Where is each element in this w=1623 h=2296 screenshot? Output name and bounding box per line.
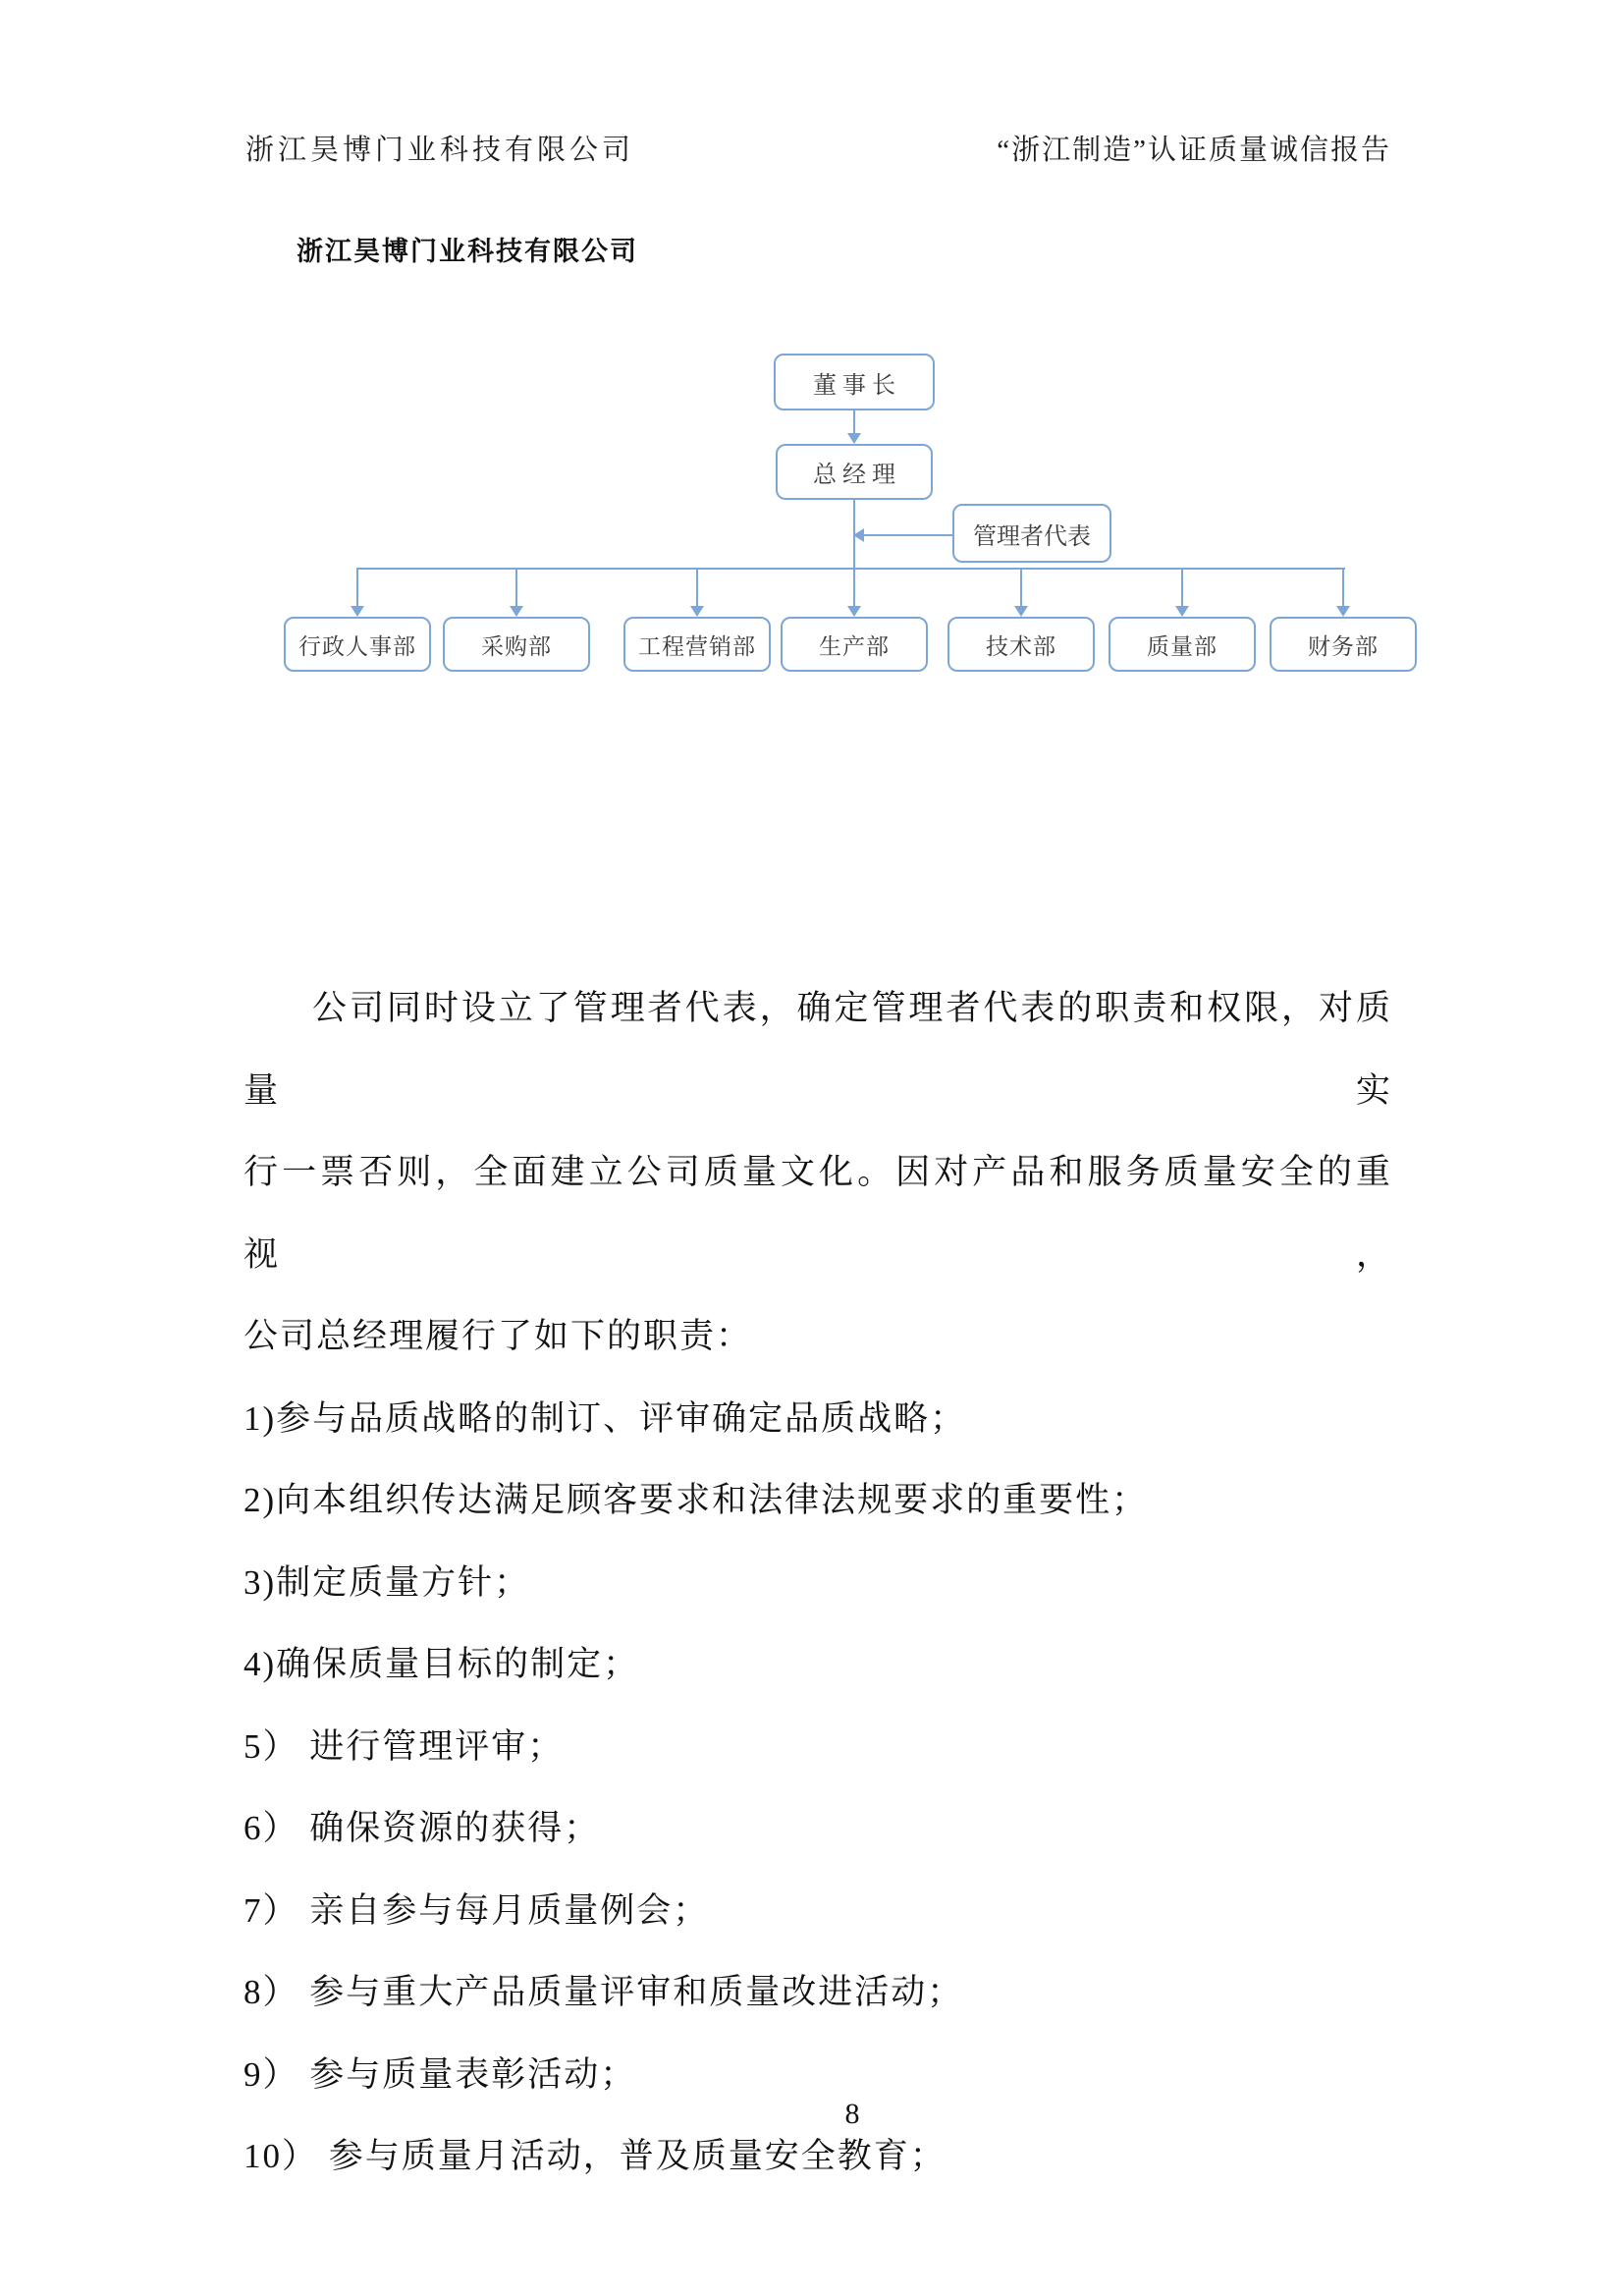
connector-line — [853, 500, 855, 606]
connector-line — [1342, 568, 1344, 607]
list-item: 7） 亲自参与每月质量例会； — [243, 1890, 710, 1930]
connector-line — [1020, 568, 1022, 607]
arrowhead-down-icon — [510, 606, 523, 617]
header-report-title: “浙江制造”认证质量诚信报告 — [997, 135, 1391, 166]
org-chart-title: 浙江昊博门业科技有限公司 — [297, 237, 638, 267]
arrowhead-left-icon — [853, 528, 864, 542]
arrowhead-down-icon — [1336, 606, 1350, 617]
org-node-department-6: 质量部 — [1109, 617, 1256, 672]
body-text — [243, 967, 1392, 2198]
paragraph-line: 公司总经理履行了如下的职责： — [243, 1317, 753, 1355]
org-node-department-4: 生产部 — [781, 617, 928, 672]
connector-line — [864, 534, 952, 536]
list-item: 8） 参与重大产品质量评审和质量改进活动； — [243, 1973, 964, 2011]
connector-line — [515, 568, 517, 607]
arrowhead-down-icon — [847, 606, 861, 617]
org-node-department-5: 技术部 — [947, 617, 1095, 672]
arrowhead-down-icon — [847, 433, 861, 444]
list-item: 9） 参与质量表彰活动； — [243, 2054, 637, 2094]
list-item: 2)向本组织传达满足顾客要求和法律法规要求的重要性； — [243, 1481, 1149, 1519]
arrowhead-down-icon — [351, 606, 364, 617]
paragraph-line: 公司同时设立了管理者代表，确定管理者代表的职责和权限，对质量实 — [243, 989, 1392, 1110]
connector-line — [696, 568, 698, 607]
list-item: 3)制定质量方针； — [243, 1562, 531, 1602]
org-node-department-2: 采购部 — [443, 617, 590, 672]
connector-line — [853, 410, 855, 435]
org-node-department-1: 行政人事部 — [284, 617, 431, 672]
org-node-department-7: 财务部 — [1270, 617, 1417, 672]
org-node-department-3: 工程营销部 — [623, 617, 771, 672]
connector-line — [356, 568, 358, 607]
page-number: 8 — [844, 2098, 860, 2130]
arrowhead-down-icon — [690, 606, 704, 617]
connector-line — [1181, 568, 1183, 607]
paragraph-line: 行一票否则，全面建立公司质量文化。因对产品和服务质量安全的重视， — [243, 1153, 1392, 1274]
org-node-general-manager: 总 经 理 — [776, 444, 933, 500]
arrowhead-down-icon — [1014, 606, 1028, 617]
org-node-management-rep: 管理者代表 — [952, 504, 1111, 563]
org-node-chairman: 董 事 长 — [774, 354, 935, 410]
list-item: 5） 进行管理评审； — [243, 1726, 565, 1766]
arrowhead-down-icon — [1175, 606, 1189, 617]
header-company-name: 浙江昊博门业科技有限公司 — [245, 135, 635, 166]
list-item: 1)参与品质战略的制订、评审确定品质战略； — [243, 1398, 967, 1438]
list-item: 4)确保质量目标的制定； — [243, 1645, 640, 1683]
connector-bus-line — [356, 568, 1345, 570]
list-item: 10） 参与质量月活动，普及质量安全教育； — [243, 2137, 947, 2175]
list-item: 6） 确保资源的获得； — [243, 1809, 601, 1847]
